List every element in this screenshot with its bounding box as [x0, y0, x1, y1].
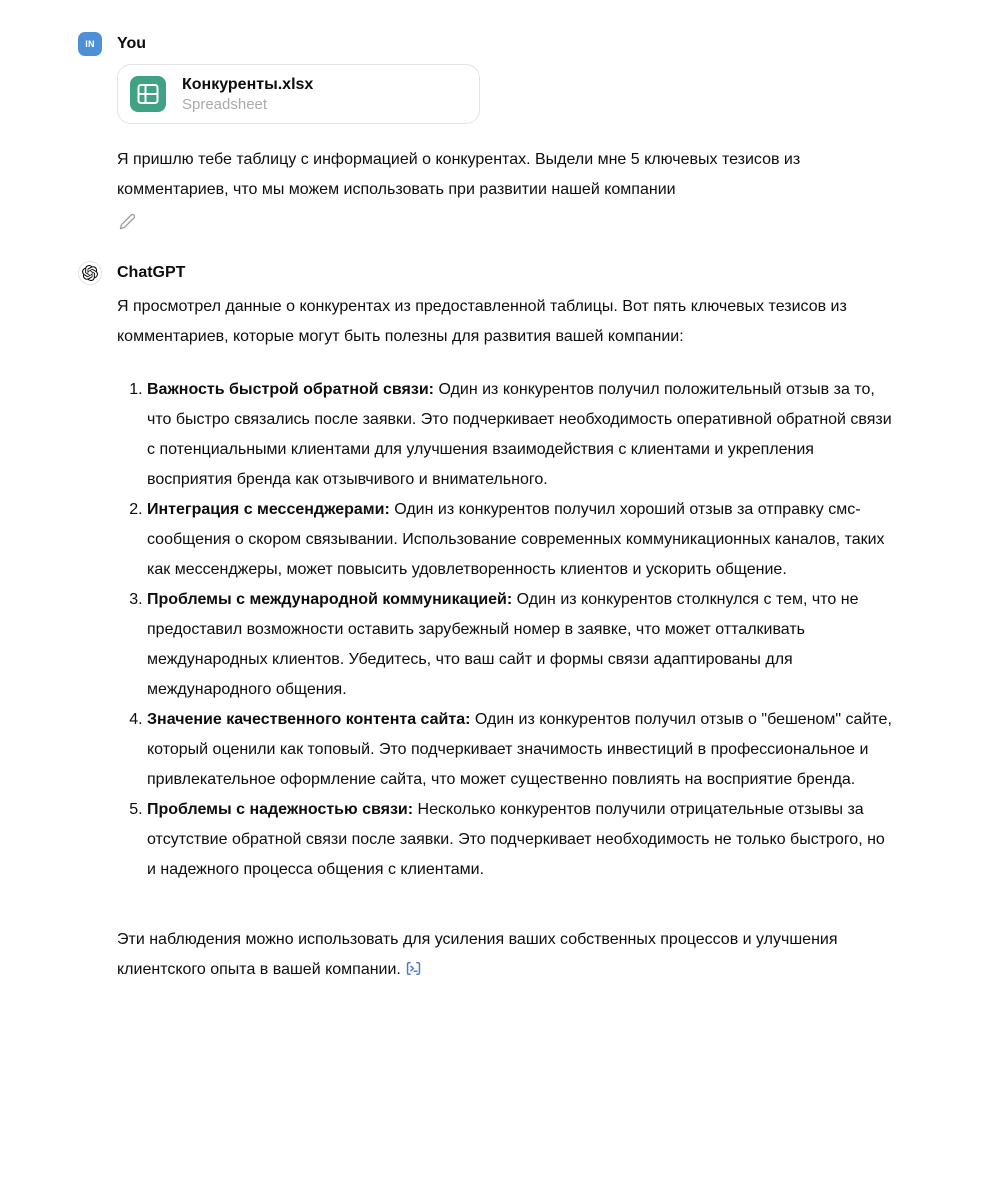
- chatgpt-avatar: [78, 261, 102, 285]
- assistant-intro-paragraph: Я просмотрел данные о конкурентах из предоставленной таблицы. Вот пять ключевых тезисов из комментариев, которые могут быть полезны для развития вашей компании:: [117, 298, 847, 345]
- openai-logo-icon: [82, 265, 98, 281]
- spreadsheet-icon: [130, 76, 166, 112]
- list-item-body: Один из конкурентов получил положительный отзыв за то, что быстро связались после заявки. Это подчеркивает необходимость оперативной обратной связи с потенциальными клиентами для улучшения взаимодействия с клиентами и укрепления восприятия бренда как отзывчивого и внимательного.: [147, 381, 892, 488]
- user-message-text: Я пришлю тебе таблицу с информацией о конкурентах. Выдели мне 5 ключевых тезисов из комментариев, что мы можем использовать при развитии нашей компании: [117, 151, 801, 198]
- list-item-body: Один из конкурентов получил отзыв о "бешеном" сайте, который оценили как топовый. Это подчеркивает значимость инвестиций в профессиональное и привлекательное оформление сайта, что может существенно повлиять на восприятие бренда.: [147, 711, 892, 788]
- attachment-type-label: Spreadsheet: [182, 95, 268, 113]
- user-avatar: [78, 32, 102, 56]
- list-item-title: Проблемы с надежностью связи:: [147, 801, 414, 818]
- list-item: [147, 495, 895, 585]
- list-item: [147, 375, 895, 495]
- assistant-message: [78, 261, 968, 985]
- list-item-title: Проблемы с международной коммуникацией:: [147, 591, 513, 608]
- outro-text: Эти наблюдения можно использовать для усиления ваших собственных процессов и улучшения клиентского опыта в вашей компании.: [117, 931, 838, 978]
- assistant-sender-name: ChatGPT: [117, 264, 186, 281]
- pencil-icon: [119, 218, 136, 233]
- attachment-filename: Конкуренты.xlsx: [182, 75, 314, 93]
- code-citation-icon: [405, 965, 422, 980]
- attachment-card[interactable]: [117, 64, 480, 124]
- list-item-body: Один из конкурентов столкнулся с тем, что не предоставил возможности оставить зарубежный номер в заявке, что может отталкивать международных клиентов. Убедитесь, что ваш сайт и формы связи адаптированы для международного общения.: [147, 591, 859, 698]
- key-points-list: [117, 375, 895, 885]
- list-item: [147, 795, 895, 885]
- list-item-body: Несколько конкурентов получили отрицательные отзывы за отсутствие обратной связи после заявки. Это подчеркивает необходимость не только быстрого, но и надежного процесса общения с клиентами.: [147, 801, 885, 878]
- list-item-title: Важность быстрой обратной связи:: [147, 381, 435, 398]
- list-item-title: Значение качественного контента сайта:: [147, 711, 471, 728]
- attachment-meta: [182, 75, 313, 114]
- analysis-citation-button[interactable]: [405, 960, 422, 977]
- user-sender-name: You: [117, 35, 147, 52]
- assistant-outro-paragraph: [117, 925, 897, 985]
- list-item-title: Интеграция с мессенджерами:: [147, 501, 390, 518]
- user-avatar-initials: IN: [85, 39, 95, 49]
- list-item: [147, 705, 895, 795]
- list-item: [147, 585, 895, 705]
- edit-message-button[interactable]: [117, 211, 138, 232]
- list-item-body: Один из конкурентов получил хороший отзыв за отправку смс-сообщения о скором связывании. Использование современных коммуникационных каналов, таких как мессенджеры, может повысить удовлетворенность клиентов и ускорить общение.: [147, 501, 885, 578]
- user-message: [78, 32, 968, 235]
